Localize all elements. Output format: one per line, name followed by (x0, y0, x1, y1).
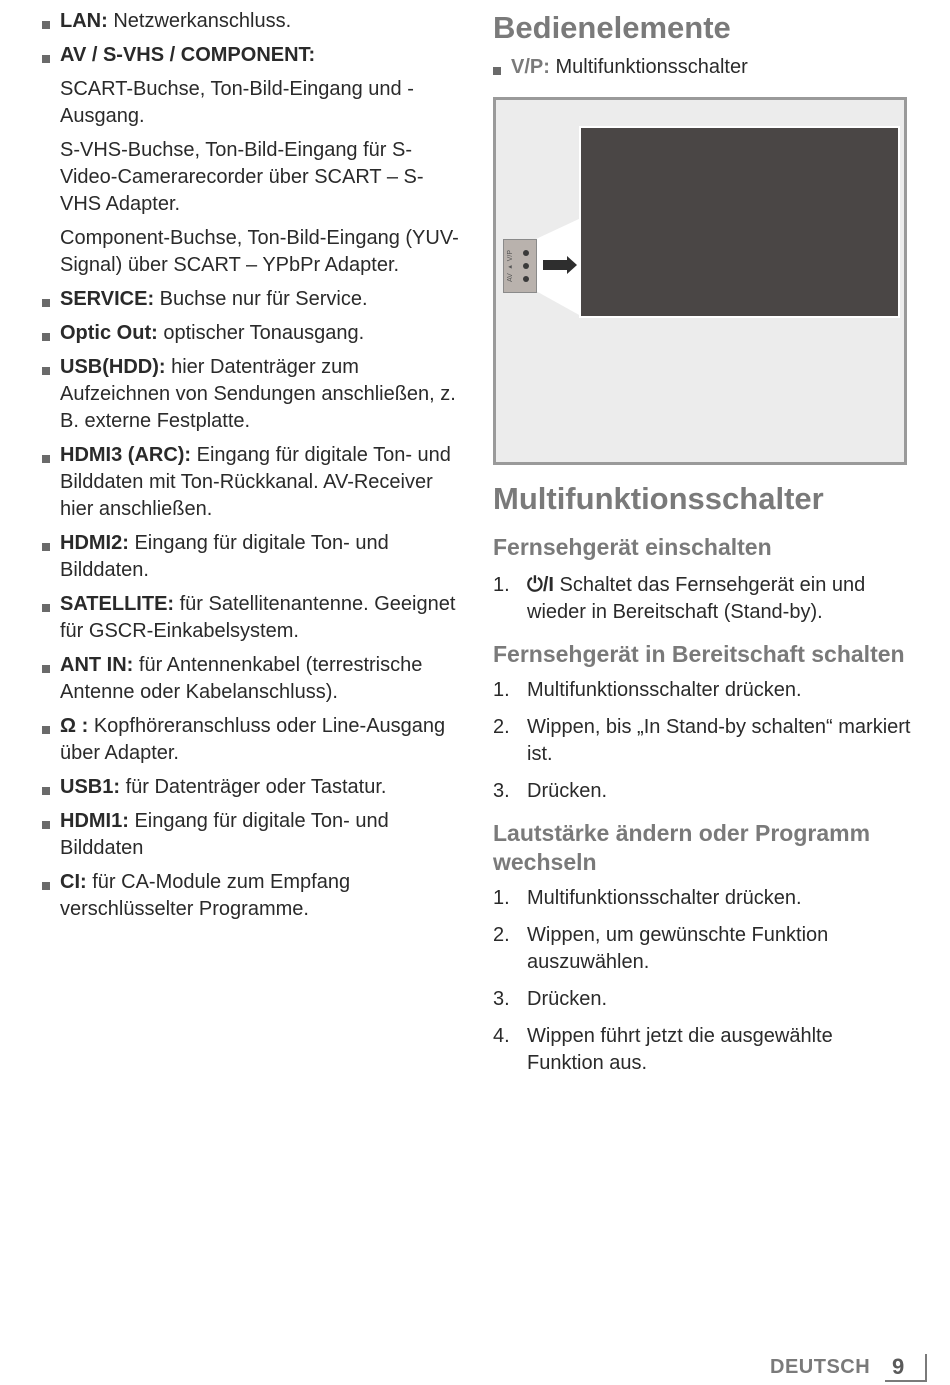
step-number: 1. (493, 574, 510, 596)
step-text: Drücken. (527, 780, 608, 802)
bullet-square-icon (493, 67, 501, 75)
list-item-ant-in (42, 652, 462, 706)
page-number: 9 (892, 1354, 905, 1379)
bullet-square-icon (42, 821, 50, 829)
footer-rule (885, 1380, 927, 1382)
steps-einschalten (493, 572, 913, 626)
control-button-icon (523, 250, 529, 256)
bullet-square-icon (42, 21, 50, 29)
step-text: Multifunktionsschalter drücken. (527, 679, 802, 701)
bullet-square-icon (42, 726, 50, 734)
item-text: Buchse nur für Service. (154, 288, 368, 310)
control-button-icon (523, 263, 529, 269)
list-item-ci (42, 869, 462, 923)
list-item (493, 778, 913, 805)
av-detail-component: Component-Buchse, Ton-Bild-Eingang (YUV-Signal) über SCART – YPbPr Adapter. (60, 227, 459, 276)
item-term: ANT IN: (60, 654, 134, 676)
av-detail-svhs: S-VHS-Buchse, Ton-Bild-Eingang für S-Video-Camerarecorder über SCART – S-VHS Adapter. (60, 139, 424, 215)
left-column (42, 8, 462, 930)
list-item-hdmi2 (42, 530, 462, 584)
list-item (493, 572, 913, 626)
item-term: HDMI3 (ARC): (60, 444, 192, 466)
list-item-av (42, 42, 462, 69)
item-term: HDMI1: (60, 810, 129, 832)
item-text: für CA-Module zum Empfang verschlüsselter Programme. (60, 871, 351, 920)
list-item (493, 677, 913, 704)
step-number: 3. (493, 988, 510, 1010)
right-column (493, 8, 913, 1087)
bullet-square-icon (42, 367, 50, 375)
item-text: für Datenträger oder Tastatur. (120, 776, 387, 798)
tv-illustration (493, 97, 907, 465)
vp-term: V/P: (511, 56, 550, 78)
step-number: 1. (493, 887, 510, 909)
list-item-hdmi3 (42, 442, 462, 523)
list-item-hdmi1 (42, 808, 462, 862)
item-text: Eingang für digitale Ton- und Bilddaten. (60, 532, 389, 581)
item-text: hier Datenträger zum Aufzeichnen von Sendungen anschließen, z. B. externe Festplatte. (60, 356, 456, 432)
bullet-square-icon (42, 787, 50, 795)
step-text: Schaltet das Fernsehgerät ein und wieder in Bereitschaft (Stand-by). (527, 574, 866, 623)
bullet-square-icon (42, 882, 50, 890)
item-text: Eingang für digitale Ton- und Bilddaten mit Ton-Rückkanal. AV-Receiver hier anschließen. (60, 444, 451, 520)
item-term: SATELLITE: (60, 593, 175, 615)
bullet-square-icon (42, 55, 50, 63)
item-text: für Satellitenantenne. Geeignet für GSCR-Einkabelsystem. (60, 593, 456, 642)
step-text: Wippen, bis „In Stand-by schalten“ markiert ist. (527, 716, 911, 765)
headphones-icon: Ω : (60, 715, 89, 737)
step-text: Wippen, um gewünschte Funktion auszuwählen. (527, 924, 829, 973)
bullet-square-icon (42, 455, 50, 463)
list-item-headphones (42, 713, 462, 767)
item-term: Optic Out: (60, 322, 158, 344)
item-term: SERVICE: (60, 288, 155, 310)
list-item-lan (42, 8, 462, 35)
item-text: optischer Tonausgang. (157, 322, 365, 344)
list-item-usb1 (42, 774, 462, 801)
page-footer (770, 1354, 930, 1384)
item-text: Kopfhöreranschluss oder Line-Ausgang über Adapter. (60, 715, 446, 764)
bullet-square-icon (42, 604, 50, 612)
list-item (493, 714, 913, 768)
bullet-square-icon (42, 665, 50, 673)
list-item-service (42, 286, 462, 313)
footer-rule-vertical (925, 1354, 927, 1382)
power-icon: ⏻/I (527, 574, 554, 596)
av-detail-scart: SCART-Buchse, Ton-Bild-Eingang und -Ausgang. (60, 78, 414, 127)
zoom-wedge (496, 100, 910, 468)
control-button-icon (523, 276, 529, 282)
item-term: HDMI2: (60, 532, 129, 554)
subheading-lautstaerke: Lautstärke ändern oder Programm wechseln (493, 820, 871, 875)
heading-bedienelemente: Bedienelemente (493, 10, 731, 45)
heading-multifunktionsschalter: Multifunktionsschalter (493, 481, 824, 516)
item-text: Netzwerkanschluss. (107, 10, 292, 32)
list-item-optic-out (42, 320, 462, 347)
item-term: LAN: (60, 10, 108, 32)
steps-lautstaerke (493, 885, 913, 1077)
control-panel-closeup (503, 239, 537, 293)
list-item (493, 1023, 913, 1077)
item-term: USB(HDD): (60, 356, 166, 378)
list-item (493, 922, 913, 976)
list-item (493, 986, 913, 1013)
list-item-usb-hdd (42, 354, 462, 435)
footer-language: DEUTSCH (770, 1356, 871, 1378)
subheading-einschalten: Fernsehgerät einschalten (493, 534, 772, 560)
steps-bereitschaft (493, 677, 913, 805)
vp-text: Multifunktionsschalter (549, 56, 748, 78)
step-number: 1. (493, 679, 510, 701)
item-term: USB1: (60, 776, 121, 798)
step-number: 3. (493, 780, 510, 802)
item-term: CI: (60, 871, 87, 893)
subheading-bereitschaft: Fernsehgerät in Bereitschaft schalten (493, 641, 905, 667)
bullet-square-icon (42, 333, 50, 341)
step-text: Drücken. (527, 988, 608, 1010)
vp-item (493, 54, 913, 81)
item-text: für Antennenkabel (terrestrische Antenne oder Kabelanschluss). (60, 654, 423, 703)
step-number: 2. (493, 924, 510, 946)
item-term: AV / S-VHS / COMPONENT: (60, 44, 316, 66)
item-text: Eingang für digitale Ton- und Bilddaten (60, 810, 389, 859)
bullet-square-icon (42, 543, 50, 551)
step-text: Multifunktionsschalter drücken. (527, 887, 802, 909)
list-item (493, 885, 913, 912)
bullet-square-icon (42, 299, 50, 307)
list-item-satellite (42, 591, 462, 645)
step-number: 2. (493, 716, 510, 738)
panel-label: AV ▸ V/P (507, 250, 514, 282)
step-number: 4. (493, 1025, 510, 1047)
step-text: Wippen führt jetzt die ausgewählte Funktion aus. (527, 1025, 833, 1074)
